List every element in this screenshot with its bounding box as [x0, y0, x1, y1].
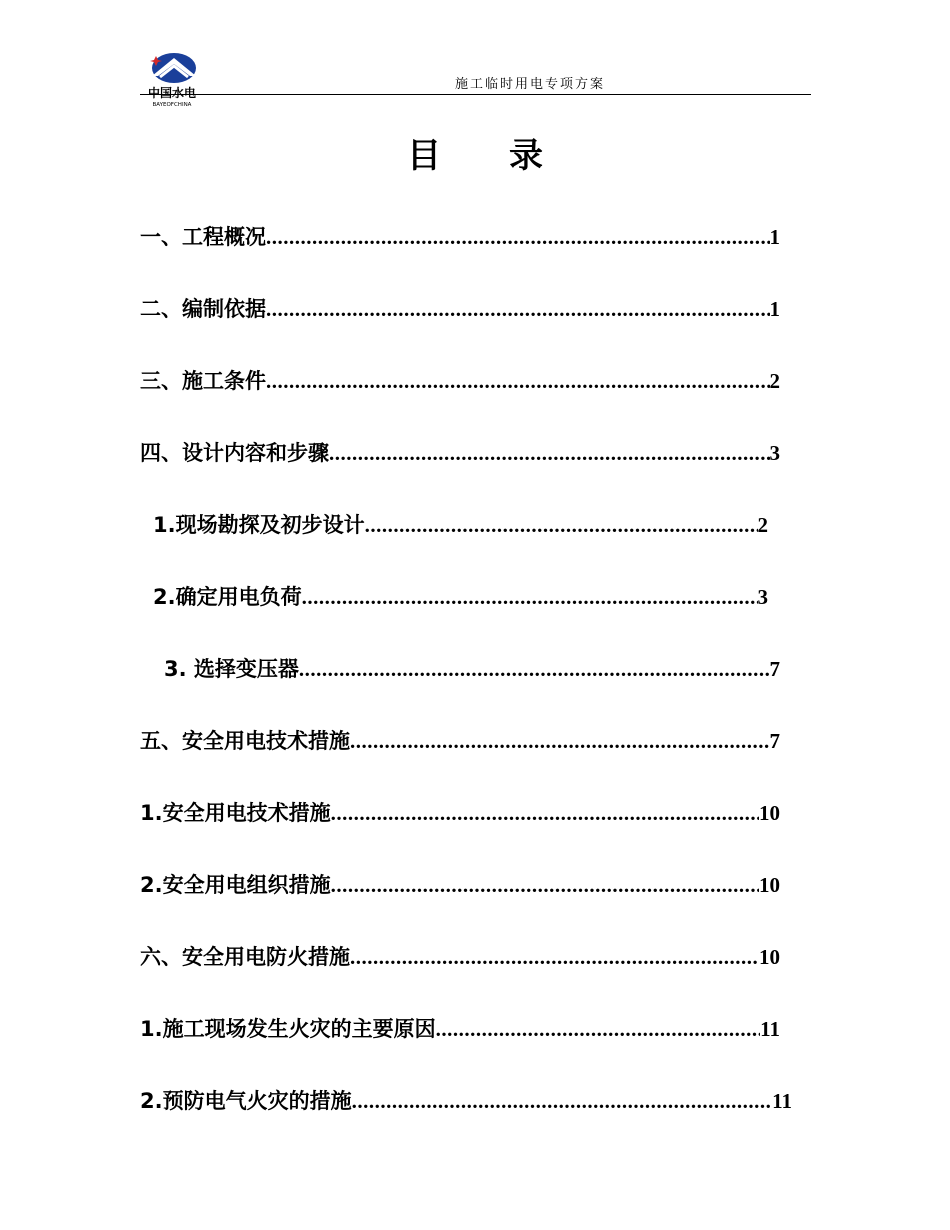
toc-entry-label: 六、安全用电防火措施: [140, 945, 350, 969]
toc-entry-page: 10: [759, 873, 780, 897]
toc-entry[interactable]: [153, 581, 768, 613]
toc-leader: [266, 369, 770, 394]
toc-entry-label: 二、编制依据: [140, 297, 266, 321]
toc-entry[interactable]: [140, 869, 780, 901]
toc-entry-label: 三、施工条件: [140, 369, 266, 393]
toc-entry-page: 11: [772, 1089, 792, 1113]
toc-title: 目录: [407, 136, 611, 176]
toc-entry[interactable]: [140, 941, 780, 973]
header-rule: [140, 94, 811, 95]
toc-leader: [331, 801, 759, 826]
header-title: 施工临时用电专项方案: [455, 77, 606, 92]
page-header: [0, 0, 950, 110]
toc-entry-page: 10: [759, 945, 780, 969]
toc-entry-label: 2.安全用电组织措施: [140, 873, 331, 897]
toc-entry[interactable]: [164, 653, 780, 685]
toc-entry-page: 7: [769, 729, 780, 753]
toc-entry-page: 7: [769, 657, 780, 681]
logo-subtext: BAYEOFCHINA: [152, 102, 192, 108]
toc-entry[interactable]: [140, 437, 780, 469]
toc-leader: [302, 585, 758, 610]
toc-leader: [331, 873, 759, 898]
toc-entry-label: 2.预防电气火灾的措施: [140, 1089, 352, 1113]
toc-leader: [329, 441, 770, 466]
toc-entry[interactable]: [140, 293, 780, 325]
toc-leader: [266, 297, 770, 322]
toc-leader: [365, 513, 758, 538]
company-logo-icon: [138, 46, 206, 108]
toc-entry-page: 2: [757, 513, 768, 537]
toc-entry-page: 1: [769, 225, 780, 249]
toc-entry-page: 1: [769, 297, 780, 321]
toc-leader: [350, 945, 759, 970]
toc-entry-label: 1.施工现场发生火灾的主要原因: [140, 1017, 436, 1041]
logo-text: 中国水电: [147, 86, 197, 100]
toc-entry[interactable]: [140, 797, 780, 829]
toc-entry-label: 2.确定用电负荷: [153, 585, 302, 609]
toc-entry[interactable]: [140, 1085, 792, 1117]
toc-entry-label: 1.安全用电技术措施: [140, 801, 331, 825]
toc-entry-label: 1.现场勘探及初步设计: [153, 513, 365, 537]
toc-entry[interactable]: [153, 509, 768, 541]
toc-leader: [352, 1089, 773, 1114]
toc-entry-page: 10: [759, 801, 780, 825]
toc-entry[interactable]: [140, 1013, 780, 1045]
toc-entry-page: 2: [769, 369, 780, 393]
toc-entry-label: 3. 选择变压器: [164, 657, 299, 681]
toc-entry-page: 3: [757, 585, 768, 609]
toc-leader: [299, 657, 770, 682]
toc-leader: [266, 225, 770, 250]
toc-entry[interactable]: [140, 725, 780, 757]
toc-entry-label: 四、设计内容和步骤: [140, 441, 329, 465]
toc-leader: [436, 1017, 761, 1042]
toc-entry-page: 3: [769, 441, 780, 465]
toc-entry-label: 一、工程概况: [140, 225, 266, 249]
toc-entry-label: 五、安全用电技术措施: [140, 729, 350, 753]
toc-entry-page: 11: [760, 1017, 780, 1041]
toc-entry[interactable]: [140, 221, 780, 253]
toc-leader: [350, 729, 770, 754]
toc-entry[interactable]: [140, 365, 780, 397]
